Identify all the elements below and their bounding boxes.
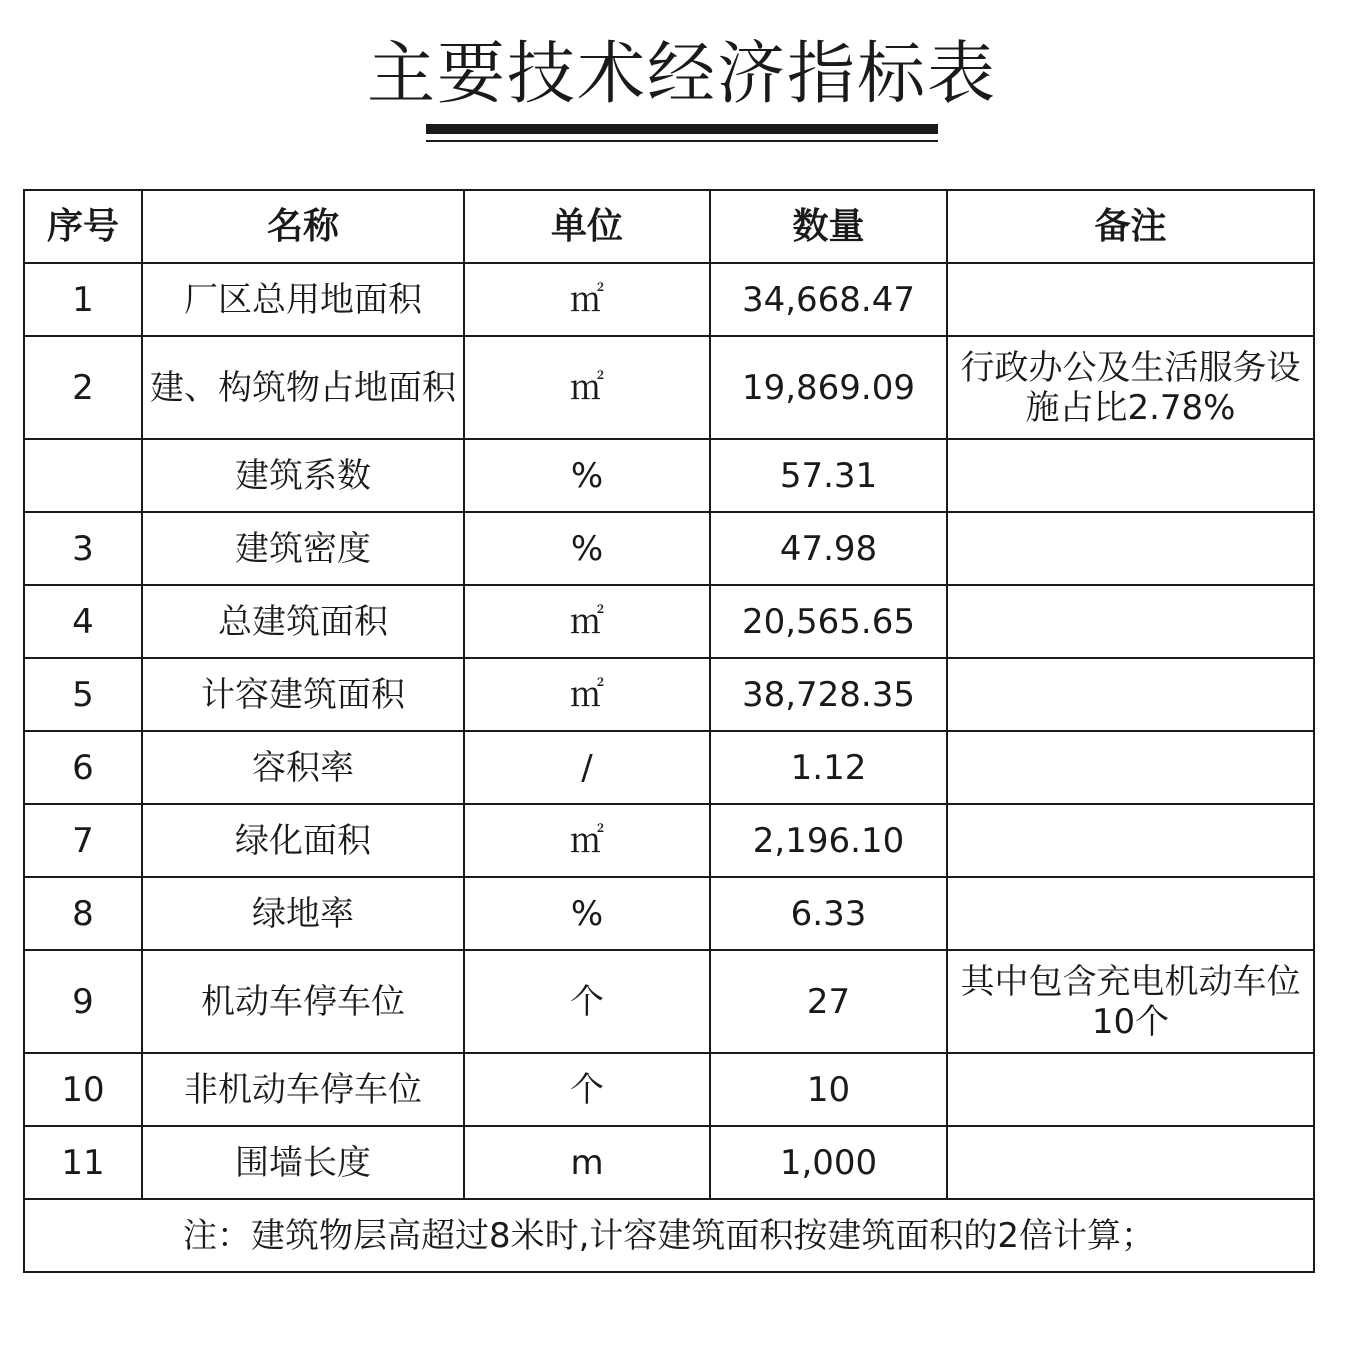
cell-name: 绿化面积 (142, 804, 464, 877)
cell-remark (947, 731, 1314, 804)
cell-name: 围墙长度 (142, 1126, 464, 1199)
title-underline-thin (426, 140, 938, 142)
cell-remark (947, 585, 1314, 658)
cell-quantity: 2,196.10 (710, 804, 947, 877)
cell-quantity: 10 (710, 1053, 947, 1126)
cell-name: 厂区总用地面积 (142, 263, 464, 336)
cell-name: 绿地率 (142, 877, 464, 950)
cell-index: 11 (24, 1126, 142, 1199)
cell-index: 2 (24, 336, 142, 439)
cell-quantity: 1.12 (710, 731, 947, 804)
cell-name: 建筑系数 (142, 439, 464, 512)
title-underline-thick (426, 124, 938, 134)
cell-index: 7 (24, 804, 142, 877)
table-row (24, 658, 1314, 731)
cell-remark (947, 877, 1314, 950)
cell-quantity: 38,728.35 (710, 658, 947, 731)
cell-unit: % (464, 512, 710, 585)
table-row (24, 263, 1314, 336)
footnote: 注：建筑物层高超过8米时,计容建筑面积按建筑面积的2倍计算； (24, 1199, 1314, 1272)
cell-index: 9 (24, 950, 142, 1053)
table-row (24, 877, 1314, 950)
header-name: 名称 (142, 190, 464, 263)
cell-quantity: 47.98 (710, 512, 947, 585)
cell-remark (947, 658, 1314, 731)
cell-index: 3 (24, 512, 142, 585)
table-row (24, 804, 1314, 877)
cell-unit: m (464, 1126, 710, 1199)
cell-unit: % (464, 877, 710, 950)
cell-remark (947, 512, 1314, 585)
table-row (24, 439, 1314, 512)
cell-index: 6 (24, 731, 142, 804)
cell-index (24, 439, 142, 512)
cell-name: 容积率 (142, 731, 464, 804)
table-row (24, 336, 1314, 439)
cell-remark (947, 263, 1314, 336)
table-row (24, 512, 1314, 585)
cell-quantity: 6.33 (710, 877, 947, 950)
cell-remark (947, 804, 1314, 877)
cell-unit: ㎡ (464, 585, 710, 658)
table-row (24, 1126, 1314, 1199)
cell-remark: 行政办公及生活服务设施占比2.78% (947, 336, 1314, 439)
cell-unit: ㎡ (464, 804, 710, 877)
cell-unit: 个 (464, 1053, 710, 1126)
header-remark: 备注 (947, 190, 1314, 263)
cell-index: 4 (24, 585, 142, 658)
table-footnote-row (24, 1199, 1314, 1272)
cell-quantity: 20,565.65 (710, 585, 947, 658)
cell-unit: 个 (464, 950, 710, 1053)
cell-name: 机动车停车位 (142, 950, 464, 1053)
table-row (24, 585, 1314, 658)
cell-remark (947, 1053, 1314, 1126)
header-unit: 单位 (464, 190, 710, 263)
cell-name: 总建筑面积 (142, 585, 464, 658)
cell-quantity: 57.31 (710, 439, 947, 512)
cell-name: 建、构筑物占地面积 (142, 336, 464, 439)
cell-unit: ㎡ (464, 658, 710, 731)
cell-quantity: 19,869.09 (710, 336, 947, 439)
indicator-table (23, 189, 1315, 1273)
cell-index: 1 (24, 263, 142, 336)
table-row (24, 731, 1314, 804)
page-title: 主要技术经济指标表 (366, 35, 997, 114)
cell-name: 计容建筑面积 (142, 658, 464, 731)
cell-unit: / (464, 731, 710, 804)
cell-index: 10 (24, 1053, 142, 1126)
cell-index: 5 (24, 658, 142, 731)
cell-name: 建筑密度 (142, 512, 464, 585)
cell-unit: ㎡ (464, 336, 710, 439)
cell-index: 8 (24, 877, 142, 950)
cell-name: 非机动车停车位 (142, 1053, 464, 1126)
table-row (24, 950, 1314, 1053)
cell-remark: 其中包含充电机动车位10个 (947, 950, 1314, 1053)
table-row (24, 1053, 1314, 1126)
cell-quantity: 1,000 (710, 1126, 947, 1199)
table-header-row (24, 190, 1314, 263)
cell-quantity: 34,668.47 (710, 263, 947, 336)
header-quantity: 数量 (710, 190, 947, 263)
cell-quantity: 27 (710, 950, 947, 1053)
cell-remark (947, 439, 1314, 512)
header-index: 序号 (24, 190, 142, 263)
cell-unit: % (464, 439, 710, 512)
cell-remark (947, 1126, 1314, 1199)
cell-unit: ㎡ (464, 263, 710, 336)
